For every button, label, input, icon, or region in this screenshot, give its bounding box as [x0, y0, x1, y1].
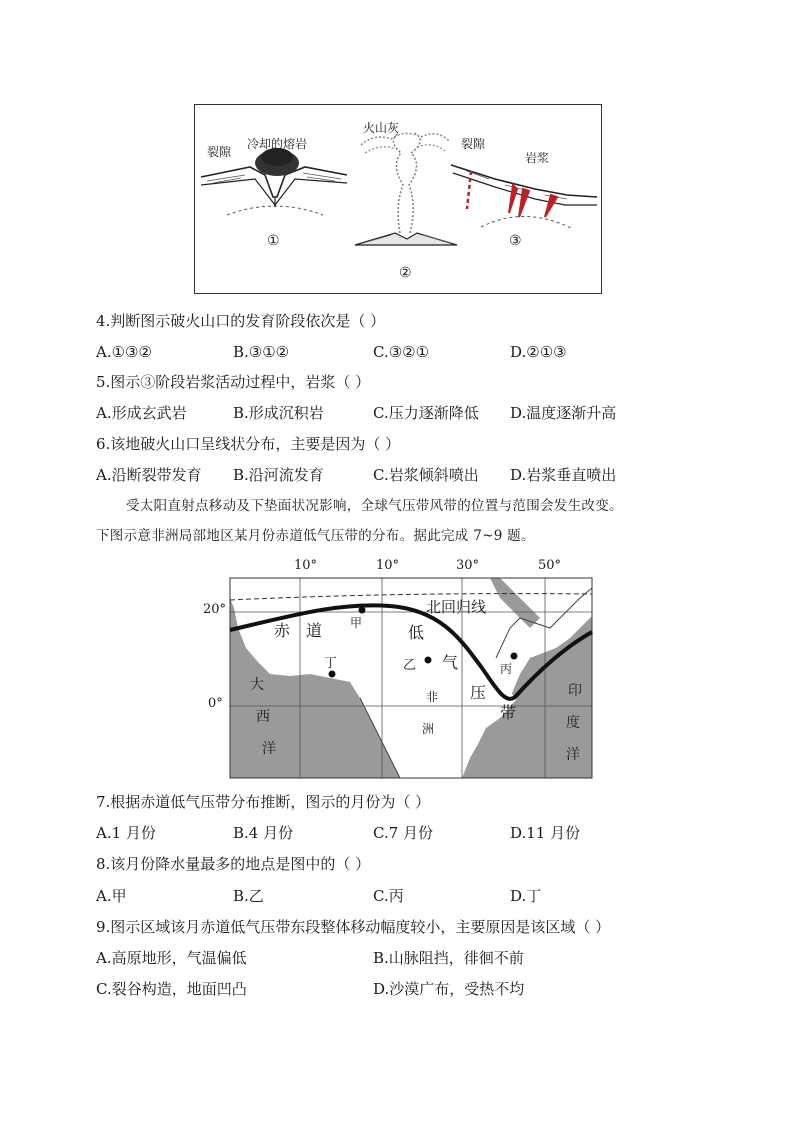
africa-char-2: 洲	[422, 722, 435, 736]
q7-option-a: A.1 月份	[96, 824, 156, 842]
point-ding-label: 丁	[324, 656, 338, 671]
q9-option-d: D.沙漠广布，受热不均	[373, 980, 525, 998]
africa-map-drawing	[200, 558, 594, 780]
lon-label-2: 10°	[376, 558, 400, 573]
indian-char-2: 度	[566, 715, 580, 731]
point-ding-dot	[329, 671, 336, 678]
point-bing-label: 丙	[500, 662, 513, 676]
q6-option-c: C.岩浆倾斜喷出	[373, 466, 479, 484]
passage-line-2: 下图示意非洲局部地区某月份赤道低气压带的分布。据此完成 7~9 题。	[96, 528, 535, 544]
q6-option-b: B.沿河流发育	[233, 466, 324, 484]
q8-option-b: B.乙	[233, 887, 264, 905]
belt-char-4: 气	[442, 653, 459, 672]
stage-3-drawing	[451, 165, 597, 229]
question-9: 9.图示区域该月赤道低气压带东段整体移动幅度较小，主要原因是该区域（ ）	[96, 918, 611, 936]
question-6: 6.该地破火山口呈线状分布，主要是因为（ ）	[96, 435, 401, 453]
q7-option-b: B.4 月份	[233, 824, 294, 842]
q8-option-c: C.丙	[373, 887, 404, 905]
question-8: 8.该月份降水量最多的地点是图中的（ ）	[96, 855, 371, 873]
atlantic-char-1: 大	[250, 677, 264, 693]
passage-line-1: 受太阳直射点移动及下垫面状况影响，全球气压带风带的位置与范围会发生改变。	[126, 498, 623, 514]
point-bing-dot	[511, 653, 518, 660]
q4-option-d: D.②①③	[510, 343, 567, 361]
q5-option-c: C.压力逐渐降低	[373, 404, 479, 422]
q4-option-b: B.③①②	[233, 343, 290, 361]
q4-option-a: A.①③②	[96, 343, 152, 361]
volcano-stages-figure	[194, 104, 602, 294]
belt-char-2: 道	[306, 621, 323, 640]
label-fissure-right: 裂隙	[461, 137, 486, 151]
africa-char-1: 非	[426, 690, 439, 704]
stage-2-drawing	[355, 133, 457, 245]
q9-option-a: A.高原地形，气温偏低	[96, 949, 247, 967]
q5-option-d: D.温度逐渐升高	[510, 404, 617, 422]
lon-label-1: 10°	[294, 558, 318, 573]
q7-option-d: D.11 月份	[510, 824, 581, 842]
label-fissure-left: 裂隙	[207, 145, 232, 159]
lon-label-3: 30°	[456, 558, 480, 573]
indian-char-1: 印	[568, 683, 582, 699]
q5-option-a: A.形成玄武岩	[96, 404, 187, 422]
q5-option-b: B.形成沉积岩	[233, 404, 324, 422]
point-jia-dot	[359, 607, 366, 614]
lat-label-20: 20°	[203, 602, 227, 617]
q9-option-c: C.裂谷构造，地面凹凸	[96, 980, 247, 998]
atlantic-char-2: 西	[256, 709, 270, 725]
question-5: 5.图示③阶段岩浆活动过程中，岩浆（ ）	[96, 373, 371, 391]
label-stage-1: ①	[267, 233, 280, 249]
q7-option-c: C.7 月份	[373, 824, 434, 842]
question-7: 7.根据赤道低气压带分布推断，图示的月份为（ ）	[96, 793, 431, 811]
q9-option-b: B.山脉阻挡，徘徊不前	[373, 949, 524, 967]
belt-char-1: 赤	[274, 621, 291, 640]
belt-char-3: 低	[408, 623, 425, 642]
belt-char-6: 带	[500, 703, 517, 722]
point-yi-dot	[425, 657, 432, 664]
label-volcanic-ash: 火山灰	[363, 121, 400, 135]
label-stage-2: ②	[399, 265, 412, 281]
label-magma: 岩浆	[525, 151, 550, 165]
africa-pressure-belt-map	[200, 558, 594, 780]
label-stage-3: ③	[509, 233, 522, 249]
q8-option-d: D.丁	[510, 887, 542, 905]
lon-label-4: 50°	[538, 558, 562, 573]
q4-option-c: C.③②①	[373, 343, 430, 361]
q6-option-a: A.沿断裂带发育	[96, 466, 202, 484]
label-cooled-lava: 冷却的熔岩	[247, 137, 308, 151]
indian-char-3: 洋	[566, 747, 580, 763]
question-4: 4.判断图示破火山口的发育阶段依次是（ ）	[96, 312, 386, 330]
belt-char-5: 压	[470, 683, 487, 702]
lat-label-0: 0°	[208, 696, 223, 711]
point-jia-label: 甲	[350, 616, 363, 630]
tropic-of-cancer-label: 北回归线	[426, 598, 487, 616]
q8-option-a: A.甲	[96, 887, 127, 905]
q6-option-d: D.岩浆垂直喷出	[510, 466, 617, 484]
point-yi-label: 乙	[403, 658, 417, 673]
atlantic-char-3: 洋	[262, 741, 276, 757]
